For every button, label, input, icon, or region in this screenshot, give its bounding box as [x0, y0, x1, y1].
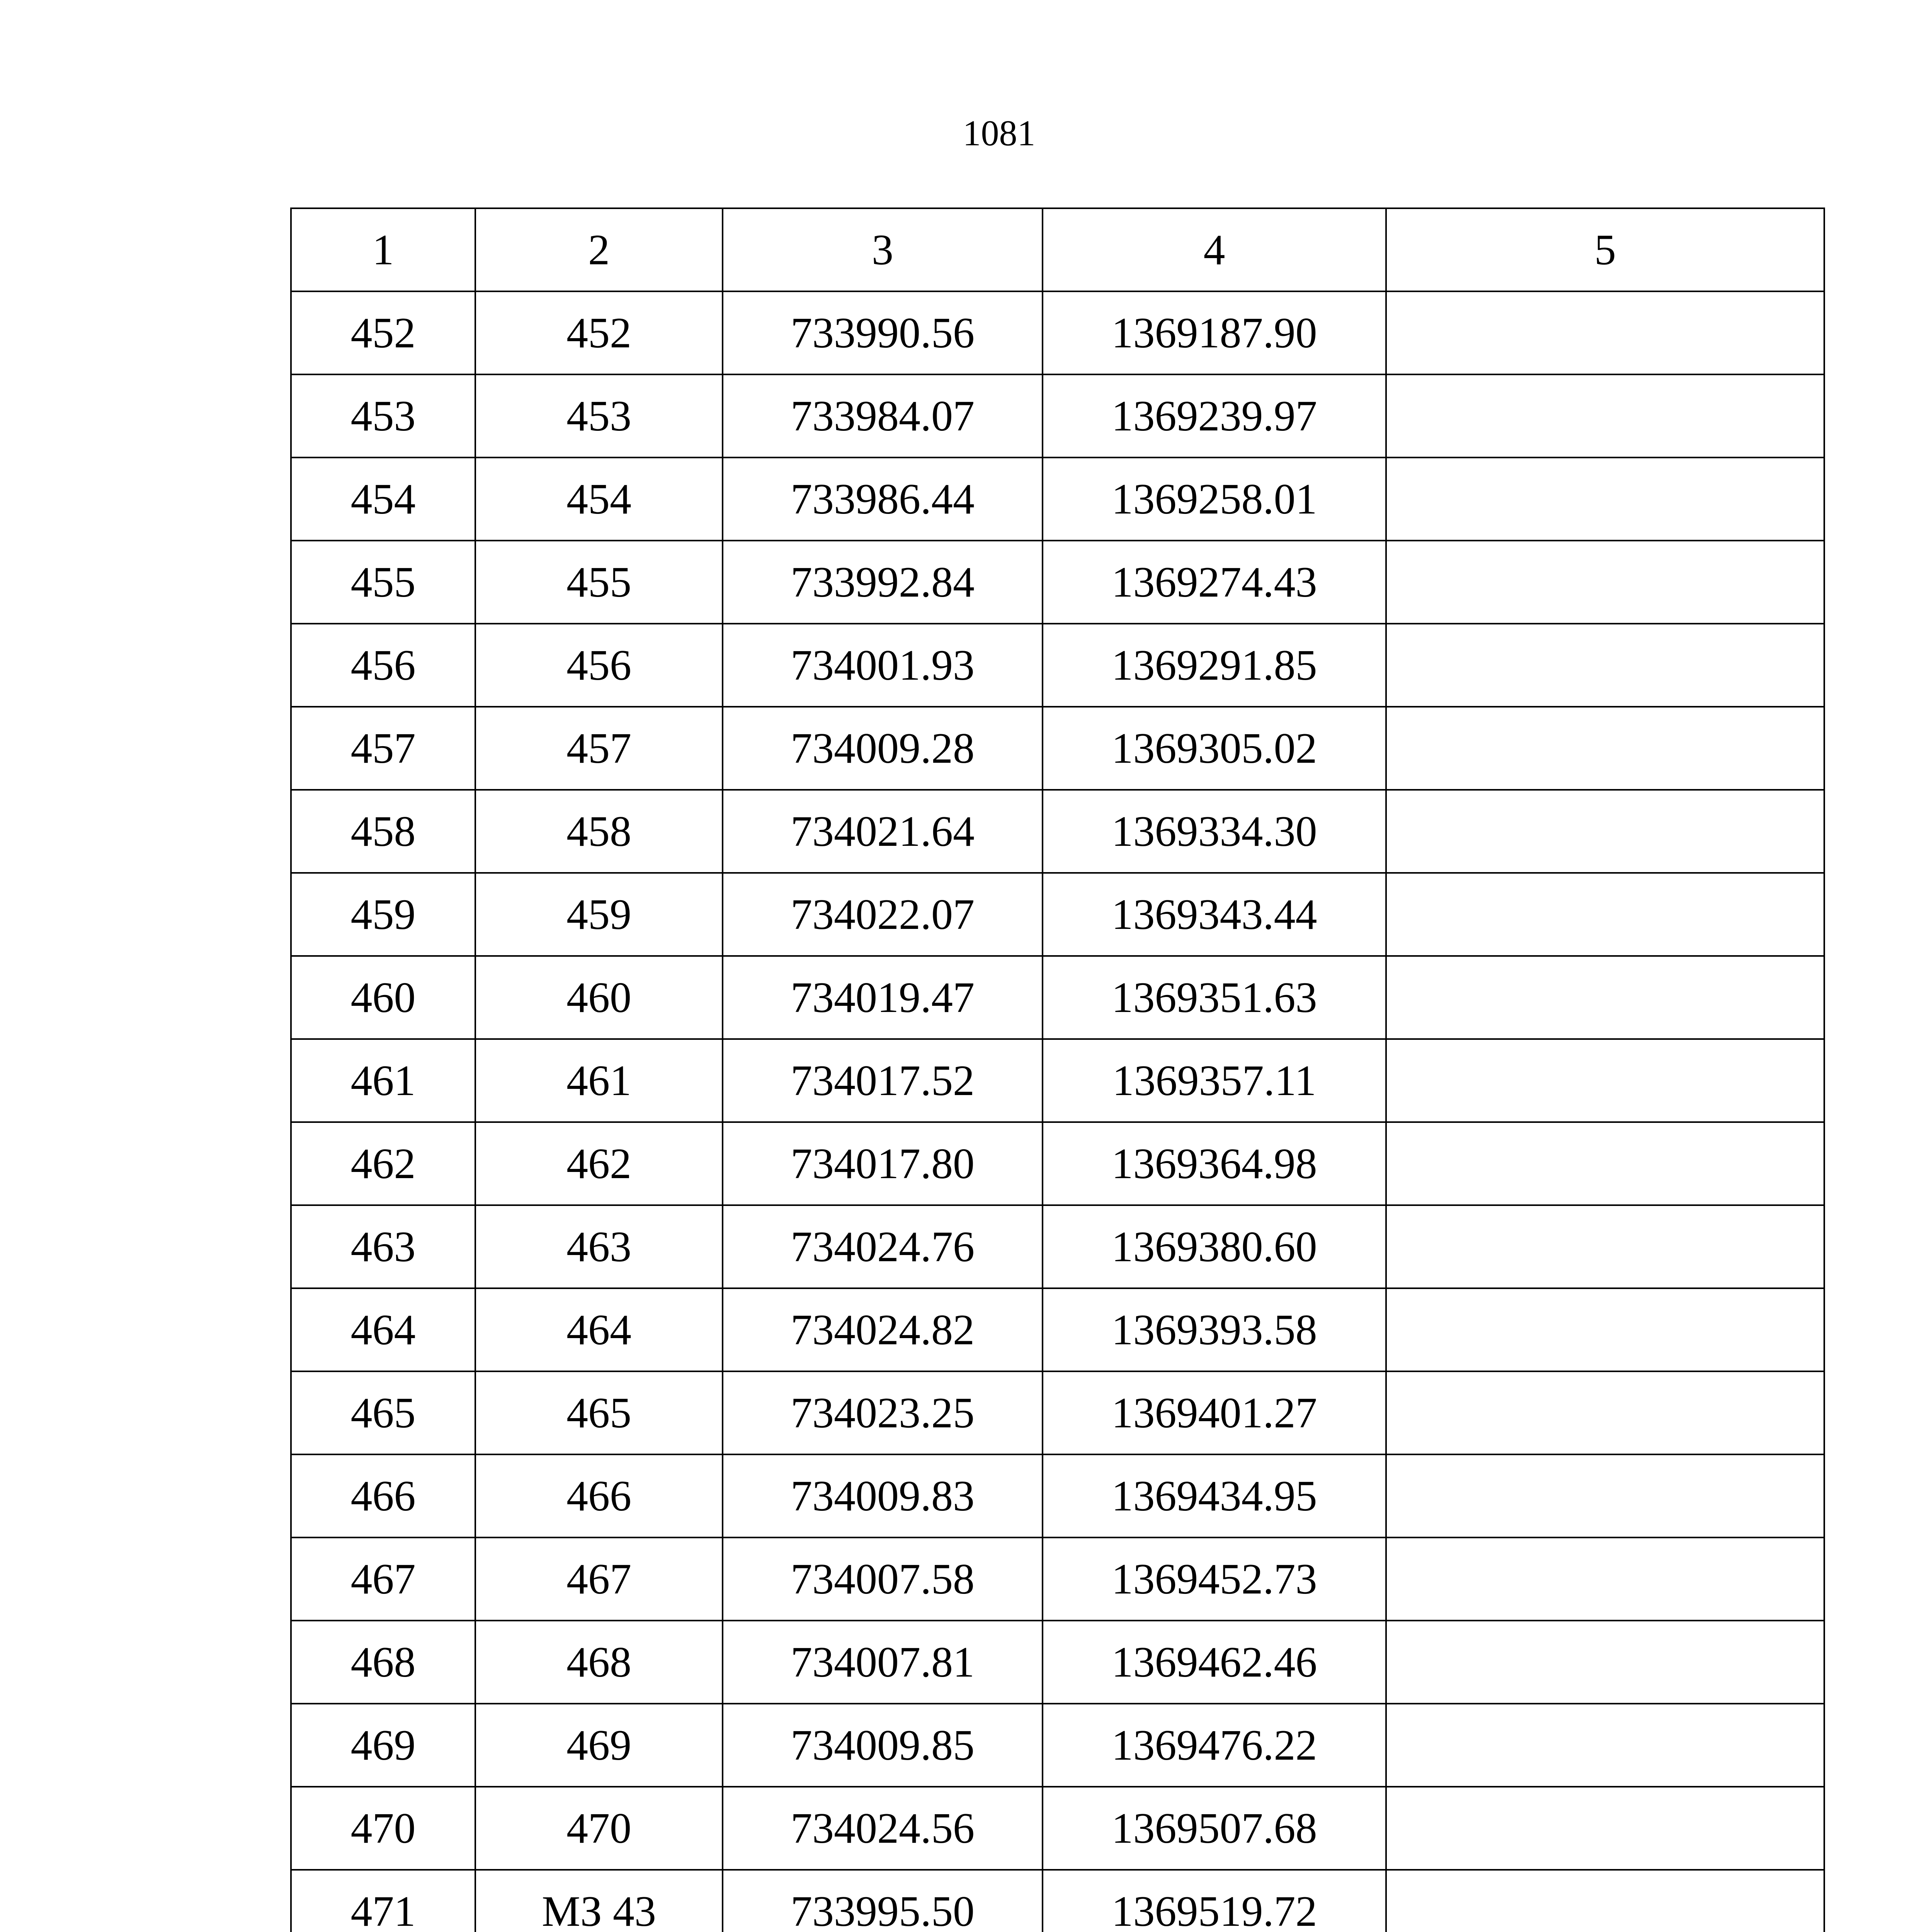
- table-cell: [1386, 1039, 1824, 1122]
- table-cell: 1369452.73: [1043, 1537, 1386, 1621]
- table-row: [291, 374, 1824, 457]
- table-cell: [1386, 1537, 1824, 1621]
- table-cell: [1386, 956, 1824, 1039]
- table-cell: [1386, 1288, 1824, 1371]
- table-cell: 458: [291, 790, 475, 873]
- table-cell: 734001.93: [723, 624, 1043, 707]
- page-number: 1081: [963, 113, 1036, 153]
- table-row: [291, 956, 1824, 1039]
- table-cell: 1369380.60: [1043, 1205, 1386, 1288]
- table-cell: [1386, 541, 1824, 624]
- table-row: [291, 291, 1824, 374]
- table-cell: 734023.25: [723, 1371, 1043, 1454]
- table-cell: 461: [475, 1039, 723, 1122]
- header-cell: 4: [1043, 208, 1386, 291]
- table-cell: 1369364.98: [1043, 1122, 1386, 1205]
- table-cell: 734019.47: [723, 956, 1043, 1039]
- table-cell: 465: [475, 1371, 723, 1454]
- table-cell: 1369334.30: [1043, 790, 1386, 873]
- table-cell: 734022.07: [723, 873, 1043, 956]
- table-cell: 733995.50: [723, 1870, 1043, 1932]
- table-cell: 467: [475, 1537, 723, 1621]
- table-cell: 460: [475, 956, 723, 1039]
- table-cell: [1386, 790, 1824, 873]
- table-cell: 468: [475, 1621, 723, 1704]
- table-cell: 461: [291, 1039, 475, 1122]
- table-cell: 733990.56: [723, 291, 1043, 374]
- header-cell: 1: [291, 208, 475, 291]
- table-row: [291, 541, 1824, 624]
- table-row: [291, 1288, 1824, 1371]
- table-row: [291, 1537, 1824, 1621]
- table-cell: 1369462.46: [1043, 1621, 1386, 1704]
- table-cell: 455: [475, 541, 723, 624]
- table-cell: 733992.84: [723, 541, 1043, 624]
- table-row: [291, 1039, 1824, 1122]
- table-cell: 1369239.97: [1043, 374, 1386, 457]
- table-cell: [1386, 1205, 1824, 1288]
- table-cell: [1386, 1787, 1824, 1870]
- table-cell: 465: [291, 1371, 475, 1454]
- table-cell: 1369393.58: [1043, 1288, 1386, 1371]
- table-cell: 734024.82: [723, 1288, 1043, 1371]
- header-cell: 3: [723, 208, 1043, 291]
- table-cell: 466: [291, 1454, 475, 1537]
- table-row: [291, 873, 1824, 956]
- table-cell: 734007.81: [723, 1621, 1043, 1704]
- table-cell: 1369291.85: [1043, 624, 1386, 707]
- table-cell: [1386, 291, 1824, 374]
- table-cell: 462: [291, 1122, 475, 1205]
- table-cell: 734017.80: [723, 1122, 1043, 1205]
- table-row: [291, 1704, 1824, 1787]
- table-row: [291, 1454, 1824, 1537]
- table-row: [291, 1870, 1824, 1932]
- table-cell: 733986.44: [723, 457, 1043, 541]
- table-cell: [1386, 1454, 1824, 1537]
- table-cell: 458: [475, 790, 723, 873]
- table-cell: 457: [475, 707, 723, 790]
- table-cell: 463: [291, 1205, 475, 1288]
- coordinates-table: [290, 207, 1825, 1932]
- table-cell: [1386, 624, 1824, 707]
- table-row: [291, 707, 1824, 790]
- table-body: [291, 291, 1824, 1932]
- table-cell: 453: [291, 374, 475, 457]
- table-cell: 454: [475, 457, 723, 541]
- table-row: [291, 790, 1824, 873]
- table-cell: 452: [291, 291, 475, 374]
- table-cell: 469: [291, 1704, 475, 1787]
- table-row: [291, 624, 1824, 707]
- table-cell: [1386, 1122, 1824, 1205]
- table-header-row: [291, 208, 1824, 291]
- table-cell: [1386, 1870, 1824, 1932]
- table-row: [291, 1371, 1824, 1454]
- table-cell: 1369434.95: [1043, 1454, 1386, 1537]
- header-cell: 2: [475, 208, 723, 291]
- table-cell: [1386, 1621, 1824, 1704]
- table-cell: 470: [291, 1787, 475, 1870]
- table-cell: 468: [291, 1621, 475, 1704]
- table-cell: 459: [475, 873, 723, 956]
- table-row: [291, 457, 1824, 541]
- table-cell: 1369476.22: [1043, 1704, 1386, 1787]
- table-row: [291, 1205, 1824, 1288]
- table-cell: 470: [475, 1787, 723, 1870]
- table-row: [291, 1787, 1824, 1870]
- table-cell: 734017.52: [723, 1039, 1043, 1122]
- table-cell: 734009.85: [723, 1704, 1043, 1787]
- table-row: [291, 1122, 1824, 1205]
- table-cell: 455: [291, 541, 475, 624]
- table-cell: [1386, 457, 1824, 541]
- table-cell: 1369343.44: [1043, 873, 1386, 956]
- table-cell: 1369351.63: [1043, 956, 1386, 1039]
- table-cell: МЗ 43: [475, 1870, 723, 1932]
- table-cell: 457: [291, 707, 475, 790]
- table-cell: 464: [475, 1288, 723, 1371]
- table-cell: 453: [475, 374, 723, 457]
- table-cell: 467: [291, 1537, 475, 1621]
- table-cell: 456: [475, 624, 723, 707]
- table-cell: 734024.76: [723, 1205, 1043, 1288]
- table-cell: 734009.83: [723, 1454, 1043, 1537]
- table-cell: 1369519.72: [1043, 1870, 1386, 1932]
- table-cell: 733984.07: [723, 374, 1043, 457]
- table-cell: 734007.58: [723, 1537, 1043, 1621]
- table-row: [291, 1621, 1824, 1704]
- table-cell: [1386, 873, 1824, 956]
- table-cell: 466: [475, 1454, 723, 1537]
- table-cell: 1369507.68: [1043, 1787, 1386, 1870]
- table-cell: 452: [475, 291, 723, 374]
- table-cell: 469: [475, 1704, 723, 1787]
- table-cell: 460: [291, 956, 475, 1039]
- table-cell: [1386, 374, 1824, 457]
- table-cell: 1369274.43: [1043, 541, 1386, 624]
- table-cell: 459: [291, 873, 475, 956]
- table-cell: 471: [291, 1870, 475, 1932]
- table-cell: 734009.28: [723, 707, 1043, 790]
- table-cell: [1386, 707, 1824, 790]
- table-cell: 1369258.01: [1043, 457, 1386, 541]
- table-cell: 1369187.90: [1043, 291, 1386, 374]
- table-cell: 1369401.27: [1043, 1371, 1386, 1454]
- header-cell: 5: [1386, 208, 1824, 291]
- table-cell: 734024.56: [723, 1787, 1043, 1870]
- table-cell: 734021.64: [723, 790, 1043, 873]
- table-cell: 464: [291, 1288, 475, 1371]
- table-cell: [1386, 1371, 1824, 1454]
- table-cell: 463: [475, 1205, 723, 1288]
- table-cell: 462: [475, 1122, 723, 1205]
- table-cell: 456: [291, 624, 475, 707]
- table-cell: 1369357.11: [1043, 1039, 1386, 1122]
- table-cell: 1369305.02: [1043, 707, 1386, 790]
- table-cell: [1386, 1704, 1824, 1787]
- table-cell: 454: [291, 457, 475, 541]
